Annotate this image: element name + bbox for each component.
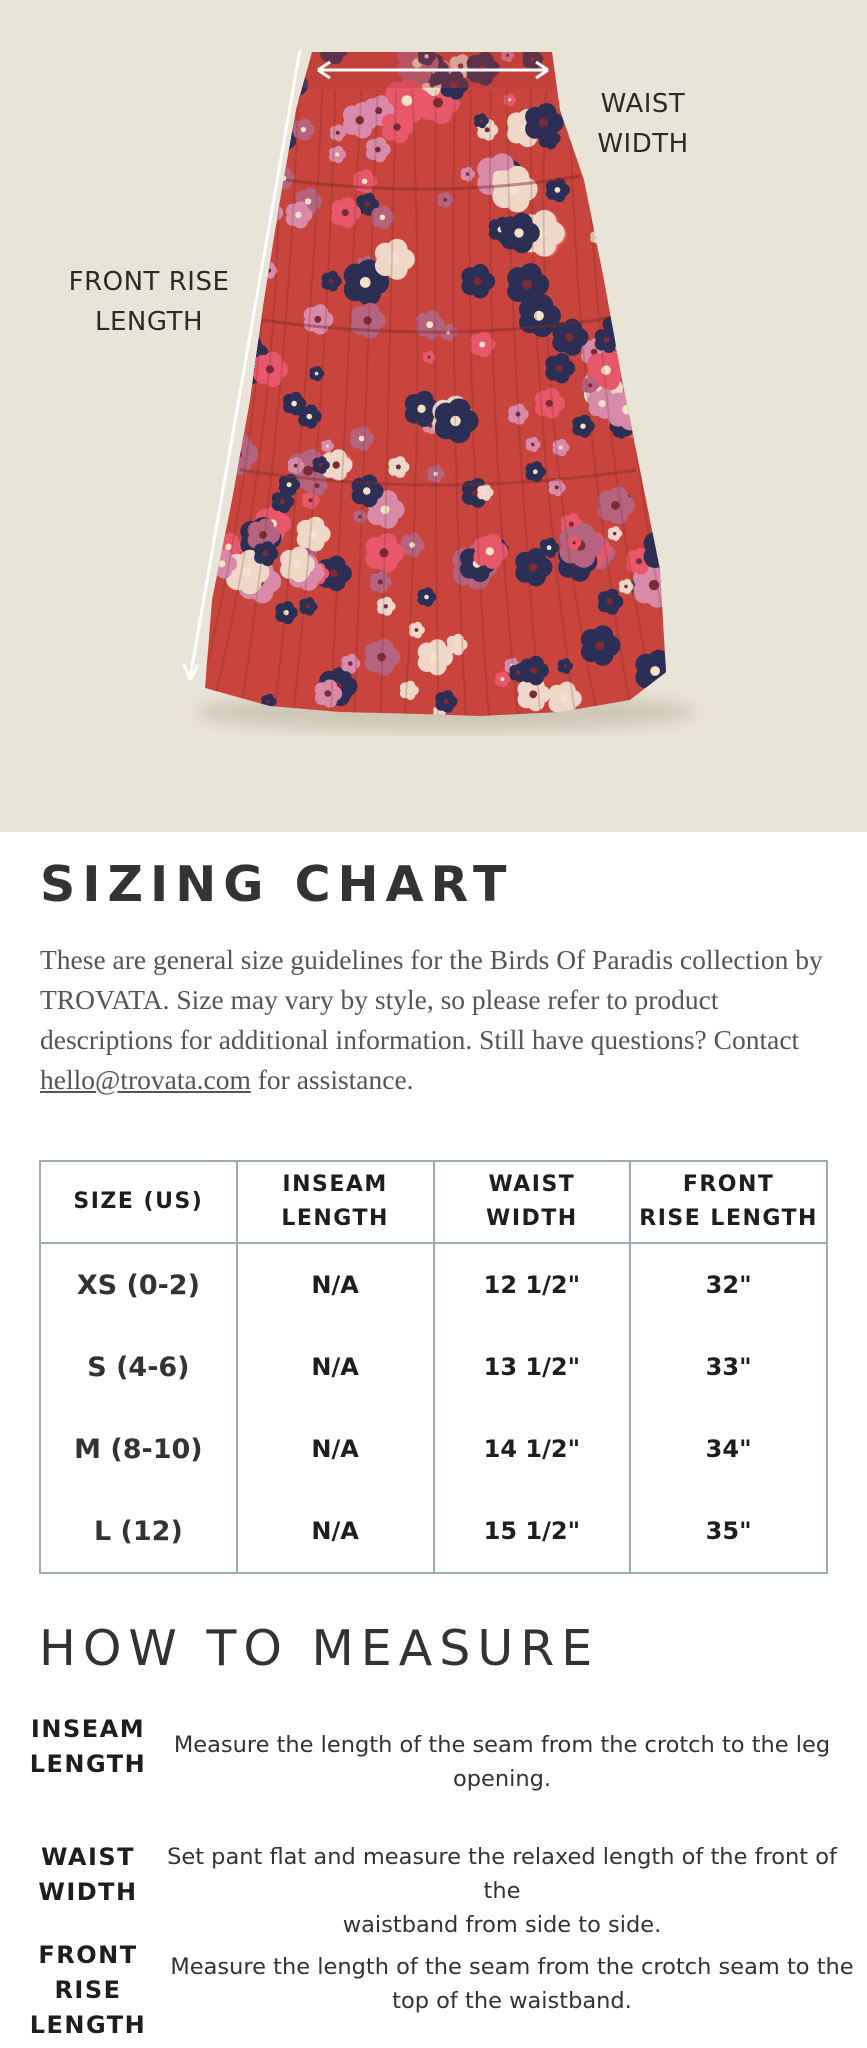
header-line: RISE LENGTH xyxy=(639,1206,818,1231)
skirt-illustration xyxy=(0,0,867,832)
waist-cell: 13 1/2" xyxy=(434,1326,631,1408)
measure-label xyxy=(6,1712,170,1782)
front-label-line: FRONT RISE xyxy=(68,267,230,297)
table-row xyxy=(40,1243,827,1326)
waist-label-line: WAIST xyxy=(600,89,686,119)
contact-email-link[interactable]: hello@trovata.com xyxy=(40,1064,251,1095)
size-cell: L (12) xyxy=(40,1490,237,1573)
front-rise-cell: 35" xyxy=(630,1490,827,1573)
front-rise-length-label xyxy=(48,262,250,342)
measure-label xyxy=(6,1840,170,1910)
measure-desc-line: Set pant flat and measure the relaxed length of the front of the xyxy=(167,1844,837,1904)
measure-label-line: INSEAM xyxy=(30,1715,146,1743)
size-cell: S (4-6) xyxy=(40,1326,237,1408)
waist-cell: 12 1/2" xyxy=(434,1243,631,1326)
header-size xyxy=(40,1161,237,1243)
measure-description xyxy=(160,1728,844,1796)
size-table xyxy=(39,1160,828,1574)
measure-desc-line: Measure the length of the seam from the crotch to the leg xyxy=(173,1732,831,1758)
front-rise-cell: 34" xyxy=(630,1408,827,1490)
product-image xyxy=(0,0,867,832)
table-row xyxy=(40,1490,827,1573)
size-cell: XS (0-2) xyxy=(40,1243,237,1326)
header-waist xyxy=(434,1161,631,1243)
measure-description xyxy=(160,1840,844,1942)
inseam-cell: N/A xyxy=(237,1408,434,1490)
front-rise-cell: 32" xyxy=(630,1243,827,1326)
measure-label-line: LENGTH xyxy=(29,2011,147,2039)
header-front-rise xyxy=(630,1161,827,1243)
measure-desc-line: opening. xyxy=(452,1766,552,1792)
measure-desc-line: top of the waistband. xyxy=(392,1988,632,2014)
header-inseam xyxy=(237,1161,434,1243)
measure-label-line: WIDTH xyxy=(38,1878,138,1906)
front-label-line: LENGTH xyxy=(94,307,203,337)
header-line: FRONT xyxy=(682,1172,775,1197)
how-to-measure-title: HOW TO MEASURE xyxy=(39,1620,600,1677)
header-line: LENGTH xyxy=(281,1206,389,1231)
inseam-cell: N/A xyxy=(237,1490,434,1573)
table-row xyxy=(40,1408,827,1490)
waist-cell: 15 1/2" xyxy=(434,1490,631,1573)
sizing-intro-text xyxy=(40,940,840,1100)
header-line: WIDTH xyxy=(486,1206,578,1231)
waist-cell: 14 1/2" xyxy=(434,1408,631,1490)
inseam-cell: N/A xyxy=(237,1326,434,1408)
header-line: INSEAM xyxy=(282,1172,388,1197)
header-line: WAIST xyxy=(488,1172,576,1197)
intro-body: These are general size guidelines for the Birds Of Paradis collection by TROVATA. Size may vary by style, so please refer to product descriptions for additional information. Still have questions? Contact xyxy=(40,944,823,1055)
table-header-row xyxy=(40,1161,827,1243)
measure-desc-line: Measure the length of the seam from the crotch seam to the xyxy=(170,1954,854,1980)
waist-width-label xyxy=(575,84,711,164)
header-line: SIZE (US) xyxy=(73,1189,204,1214)
front-rise-cell: 33" xyxy=(630,1326,827,1408)
waist-label-line: WIDTH xyxy=(597,129,689,159)
measure-label xyxy=(6,1938,170,2043)
measure-label-line: FRONT RISE xyxy=(38,1941,138,2004)
table-row xyxy=(40,1326,827,1408)
measure-desc-line: waistband from side to side. xyxy=(342,1912,662,1938)
measure-description xyxy=(170,1950,854,2018)
sizing-chart-title: SIZING CHART xyxy=(40,856,514,913)
intro-tail: for assistance. xyxy=(250,1064,414,1095)
measure-label-line: WAIST xyxy=(40,1843,136,1871)
size-cell: M (8-10) xyxy=(40,1408,237,1490)
inseam-cell: N/A xyxy=(237,1243,434,1326)
measure-label-line: LENGTH xyxy=(29,1750,147,1778)
